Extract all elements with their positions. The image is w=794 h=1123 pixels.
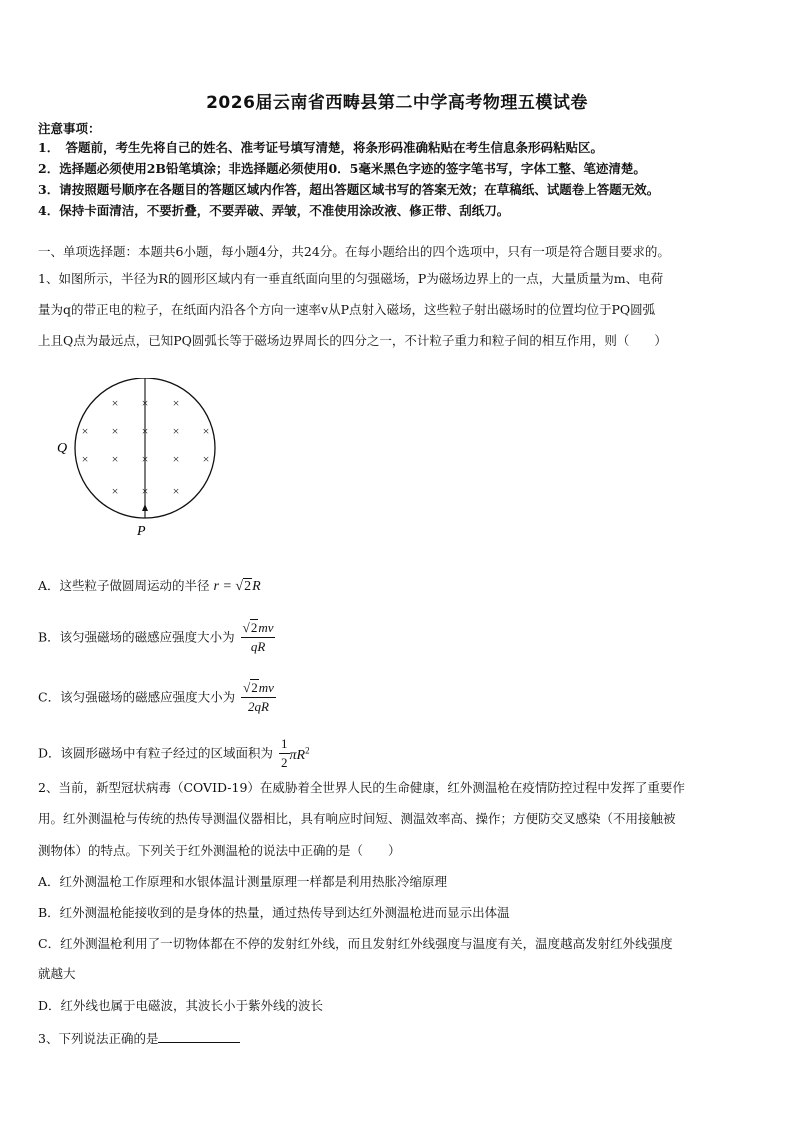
section-heading: 一、单项选择题：本题共6小题，每小题4分，共24分。在每小题给出的四个选项中，只有一项是符合题目要求的。 [38, 244, 670, 259]
formula-var: R [252, 579, 261, 594]
q2-option-d: D．红外线也属于电磁波，其波长小于紫外线的波长 [38, 998, 324, 1013]
field-cross-mark: × [141, 484, 149, 498]
q1-option-c [38, 680, 276, 715]
note-item-4: 4．保持卡面清洁，不要折叠，不要弄破、弄皱，不准使用涂改液、修正带、刮纸刀。 [38, 203, 510, 218]
q2-line-3: 测物体）的特点。下列关于红外测温枪的说法中正确的是（ ） [38, 843, 401, 858]
field-cross-mark: × [202, 424, 210, 438]
label-q: Q [57, 441, 68, 456]
sqrt-sign: √ [235, 579, 244, 594]
magnetic-field-figure [52, 378, 232, 538]
field-cross-mark: × [111, 452, 119, 466]
note-item-1: 1． 答题前，考生先将自己的姓名、准考证号填写清楚，将条形码准确粘贴在考生信息条形码粘贴区。 [38, 140, 603, 155]
formula-lhs: r = [213, 579, 232, 594]
option-d-text: D．该圆形磁场中有粒子经过的区域面积为 [38, 745, 274, 761]
q2-option-c: C．红外测温枪利用了一切物体都在不停的发射红外线，而且发射红外线强度与温度有关，温度越高发射红外线强度 [38, 936, 673, 951]
numerator-var: mv [258, 620, 274, 635]
entry-arrow [142, 504, 148, 511]
sqrt-sign: √ [243, 680, 251, 695]
field-cross-mark: × [141, 396, 149, 410]
option-d-tail [289, 745, 310, 764]
sqrt-arg: 2 [244, 579, 252, 594]
option-d-fraction [279, 736, 290, 771]
field-cross-mark: × [172, 396, 180, 410]
notes-heading: 注意事项： [38, 121, 101, 136]
exponent: 2 [305, 745, 310, 756]
field-cross-mark: × [172, 452, 180, 466]
q2-line-1: 2、当前，新型冠状病毒（COVID-19）在威胁着全世界人民的生命健康，红外测温枪在疫情防控过程中发挥了重要作 [38, 780, 685, 795]
q1-option-a [38, 578, 261, 595]
q3-line [38, 1030, 240, 1047]
option-a-formula [214, 578, 261, 594]
field-cross-mark: × [111, 396, 119, 410]
field-cross-mark: × [141, 424, 149, 438]
q1-line-2: 量为q的带正电的粒子，在纸面内沿各个方向一速率v从P点射入磁场，这些粒子射出磁场时的位置均位于PQ圆弧 [38, 302, 656, 317]
q2-option-c-cont: 就越大 [38, 966, 76, 981]
option-a-text: A．这些粒子做圆周运动的半径 [38, 578, 210, 593]
q1-option-b [38, 620, 275, 655]
q2-option-b: B．红外测温枪能接收到的是身体的热量，通过热传导到达红外测温枪进而显示出体温 [38, 905, 510, 920]
sqrt-arg: 2 [251, 680, 258, 695]
denominator: 2 [281, 755, 288, 770]
field-cross-mark: × [141, 452, 149, 466]
q1-option-d [38, 736, 310, 771]
option-b-text: B．该匀强磁场的磁感应强度大小为 [38, 629, 235, 645]
answer-blank[interactable] [158, 1030, 240, 1043]
q1-line-3: 上且Q点为最远点，已知PQ圆弧长等于磁场边界周长的四分之一，不计粒子重力和粒子间的相互作用，则（ ） [38, 333, 667, 348]
numerator-var: mv [258, 680, 274, 695]
option-c-fraction [241, 680, 276, 715]
numerator: 1 [279, 736, 290, 754]
sqrt-sign: √ [242, 620, 250, 635]
note-item-2: 2．选择题必须使用2B铅笔填涂；非选择题必须使用0．5毫米黑色字迹的签字笔书写，字体工整、笔迹清楚。 [38, 161, 646, 176]
exam-title: 2026届云南省西畴县第二中学高考物理五模试卷 [206, 93, 588, 113]
q1-line-1: 1、如图所示，半径为R的圆形区域内有一垂直纸面向里的匀强磁场，P为磁场边界上的一点，大量质量为m、电荷 [38, 271, 664, 286]
q2-option-a: A．红外测温枪工作原理和水银体温计测量原理一样都是利用热胀冷缩原理 [38, 874, 448, 889]
field-cross-mark: × [172, 484, 180, 498]
pi-r: πR [289, 748, 306, 764]
q3-text: 3、下列说法正确的是 [38, 1031, 159, 1046]
field-cross-mark: × [111, 424, 119, 438]
sqrt-arg: 2 [250, 620, 258, 635]
field-cross-mark: × [202, 452, 210, 466]
field-cross-mark: × [81, 424, 89, 438]
note-item-3: 3．请按照题号顺序在各题目的答题区域内作答，超出答题区域书写的答案无效；在草稿纸、试题卷上答题无效。 [38, 182, 660, 197]
denominator: qR [250, 639, 266, 654]
option-c-text: C．该匀强磁场的磁感应强度大小为 [38, 689, 236, 705]
denominator: 2qR [247, 699, 269, 714]
field-cross-mark: × [111, 484, 119, 498]
field-cross-mark: × [81, 452, 89, 466]
field-cross-mark: × [172, 424, 180, 438]
q2-line-2: 用。红外测温枪与传统的热传导测温仪器相比，具有响应时间短、测温效率高、操作；方便防交叉感染（不用接触被 [38, 811, 676, 826]
label-p: P [137, 524, 146, 538]
option-b-fraction [241, 620, 276, 655]
